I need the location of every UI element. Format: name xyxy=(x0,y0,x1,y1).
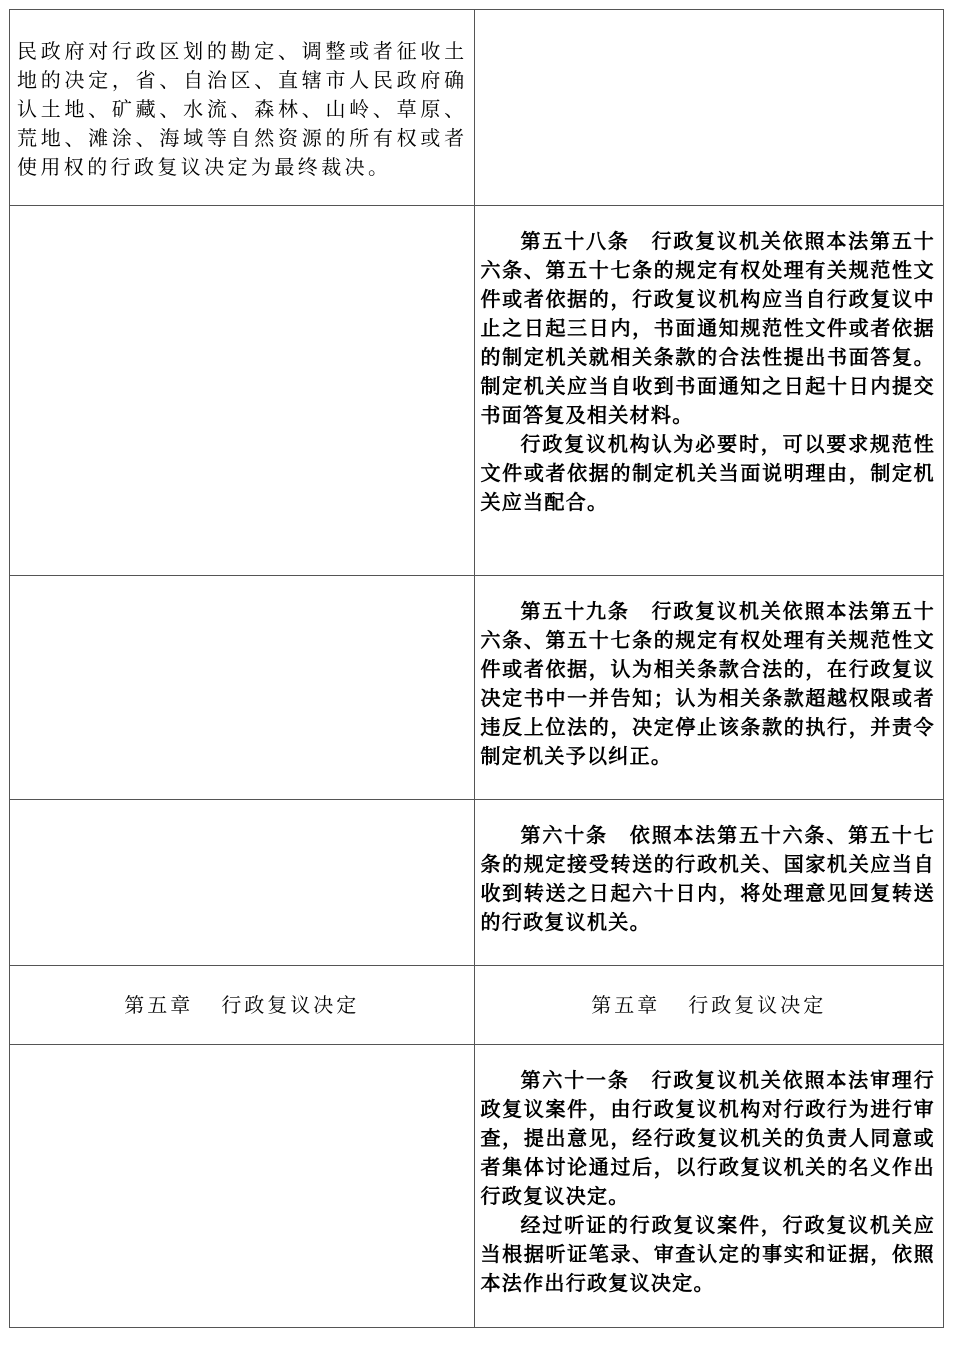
old-text-cell xyxy=(10,10,475,205)
table-row xyxy=(10,576,944,800)
new-chapter-heading xyxy=(475,966,944,1044)
old-text-cell xyxy=(10,206,475,575)
new-text-cell xyxy=(475,800,945,965)
old-text-cell xyxy=(10,1045,475,1327)
table-row xyxy=(10,206,944,576)
old-article-text: 民政府对行政区划的勘定、调整或者征收土地的决定，省、自治区、直辖市人民政府确认土地、矿藏、水流、森林、山岭、草原、荒地、滩涂、海域等自然资源的所有权或者使用权的行政复议决定为最终裁决。 xyxy=(17,39,468,179)
article-61-paragraph-1: 第六十一条 行政复议机关依照本法审理行政复议案件，由行政复议机构对行政行为进行审查，提出意见，经行政复议机关的负责人同意或者集体讨论通过后，以行政复议机关的名义作出行政复议决定。 xyxy=(480,1068,935,1208)
chapter-row xyxy=(10,966,944,1045)
old-text-cell xyxy=(10,800,475,965)
old-chapter-title: 行政复议决定 xyxy=(221,993,360,1017)
new-text-cell xyxy=(475,1045,945,1327)
article-61-paragraph-2: 经过听证的行政复议案件，行政复议机关应当根据听证笔录、审查认定的事实和证据，依照本法作出行政复议决定。 xyxy=(480,1213,935,1295)
article-59-paragraph-1: 第五十九条 行政复议机关依照本法第五十六条、第五十七条的规定有权处理有关规范性文件或者依据，认为相关条款合法的，在行政复议决定书中一并告知；认为相关条款超越权限或者违反上位法的，决定停止该条款的执行，并责令制定机关予以纠正。 xyxy=(480,599,935,768)
new-chapter-cell xyxy=(475,966,945,1044)
new-text-cell xyxy=(475,10,945,205)
table-row xyxy=(10,10,944,206)
old-chapter-number: 第五章 xyxy=(124,993,194,1017)
new-text-cell xyxy=(475,576,945,799)
old-chapter-heading xyxy=(10,966,474,1044)
article-58-paragraph-1: 第五十八条 行政复议机关依照本法第五十六条、第五十七条的规定有权处理有关规范性文件或者依据的，行政复议机构应当自行政复议中止之日起三日内，书面通知规范性文件或者依据的制定机关就相关条款的合法性提出书面答复。制定机关应当自收到书面通知之日起十日内提交书面答复及相关材料。 xyxy=(480,229,935,427)
article-60-paragraph-1: 第六十条 依照本法第五十六条、第五十七条的规定接受转送的行政机关、国家机关应当自收到转送之日起六十日内，将处理意见回复转送的行政复议机关。 xyxy=(480,823,935,934)
new-chapter-number: 第五章 xyxy=(591,993,661,1017)
old-chapter-cell xyxy=(10,966,475,1044)
article-58-paragraph-2: 行政复议机构认为必要时，可以要求规范性文件或者依据的制定机关当面说明理由，制定机关应当配合。 xyxy=(480,432,935,514)
table-row xyxy=(10,1045,944,1328)
table-row xyxy=(10,800,944,966)
new-text-cell xyxy=(475,206,945,575)
new-chapter-title: 行政复议决定 xyxy=(688,993,827,1017)
comparison-table xyxy=(9,9,944,1328)
old-text-cell xyxy=(10,576,475,799)
